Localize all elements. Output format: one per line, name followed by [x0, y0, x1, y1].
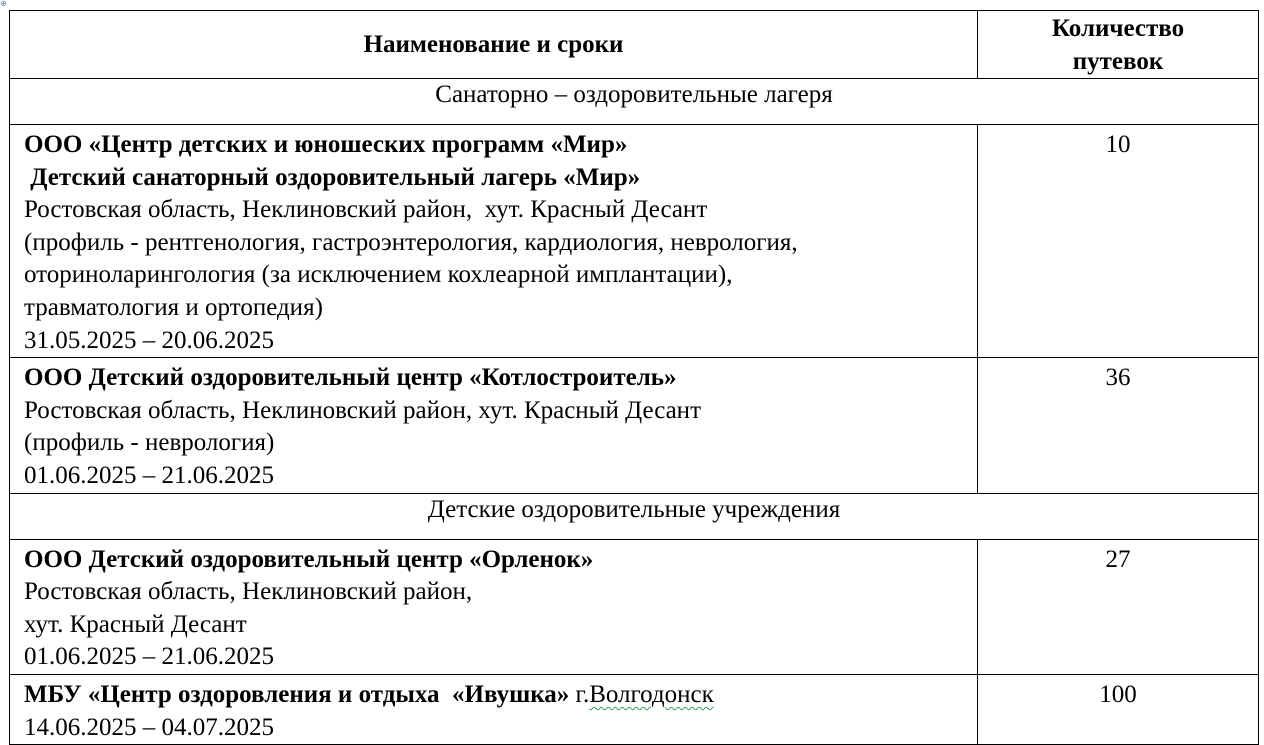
- entry-profile: травматология и ортопедия): [24, 293, 323, 321]
- entry-name-cell: [10, 358, 978, 493]
- entry-org: ООО Детский оздоровительный центр «Орленок»: [24, 545, 594, 573]
- entry-city: Волгодонск: [589, 680, 714, 708]
- header-qty-cell: [978, 11, 1259, 79]
- entry-dates: 01.06.2025 – 21.06.2025: [24, 643, 274, 671]
- entry-org: ООО «Центр детских и юношеских программ «Мир»: [24, 131, 628, 158]
- entry-dates: 14.06.2025 – 04.07.2025: [24, 713, 274, 741]
- entry-qty: 10: [978, 125, 1259, 358]
- entry-qty: 36: [978, 358, 1259, 493]
- header-qty-label-line2: путевок: [1072, 47, 1164, 75]
- entry-org: МБУ «Центр оздоровления и отдыха «Ивушка»: [24, 680, 570, 708]
- entry-org-line: [24, 679, 977, 712]
- table-row: [10, 358, 1259, 493]
- entry-name-cell: [10, 125, 978, 358]
- table-anchor-icon: ⊕: [0, 0, 7, 8]
- entry-camp: Детский санаторный оздоровительный лагерь «Мир»: [24, 163, 641, 191]
- table-row: [10, 539, 1259, 674]
- section-title: Детские оздоровительные учреждения: [10, 493, 1259, 539]
- entry-dates: 01.06.2025 – 21.06.2025: [24, 461, 274, 489]
- entry-qty: 100: [978, 674, 1259, 744]
- entry-dates: 31.05.2025 – 20.06.2025: [24, 326, 274, 354]
- vouchers-table: [9, 10, 1259, 745]
- entry-address: Ростовская область, Неклиновский район, хут. Красный Десант: [24, 396, 701, 424]
- header-name-cell: [10, 11, 978, 79]
- entry-address: Ростовская область, Неклиновский район,: [24, 578, 473, 606]
- table-row: [10, 125, 1259, 358]
- entry-name-cell: [10, 674, 978, 744]
- entry-profile: (профиль - неврология): [24, 429, 275, 457]
- entry-address: Ростовская область, Неклиновский район, хут. Красный Десант: [24, 196, 708, 224]
- section-title: Санаторно – оздоровительные лагеря: [10, 79, 1259, 125]
- entry-profile: оториноларингология (за исключением кохлеарной имплантации),: [24, 261, 733, 289]
- header-name-label: Наименование и сроки: [363, 30, 624, 58]
- section-row: [10, 79, 1259, 125]
- table-row: [10, 674, 1259, 744]
- entry-city-prefix: г.: [569, 680, 590, 708]
- header-qty-label-line1: Количество: [1051, 14, 1185, 42]
- entry-qty: 27: [978, 539, 1259, 674]
- entry-profile: (профиль - рентгенология, гастроэнтерология, кардиология, неврология,: [24, 228, 798, 256]
- section-row: [10, 493, 1259, 539]
- entry-org: ООО Детский оздоровительный центр «Котлостроитель»: [24, 364, 677, 392]
- entry-name-cell: [10, 539, 978, 674]
- table-header-row: [10, 11, 1259, 79]
- entry-address: хут. Красный Десант: [24, 610, 247, 638]
